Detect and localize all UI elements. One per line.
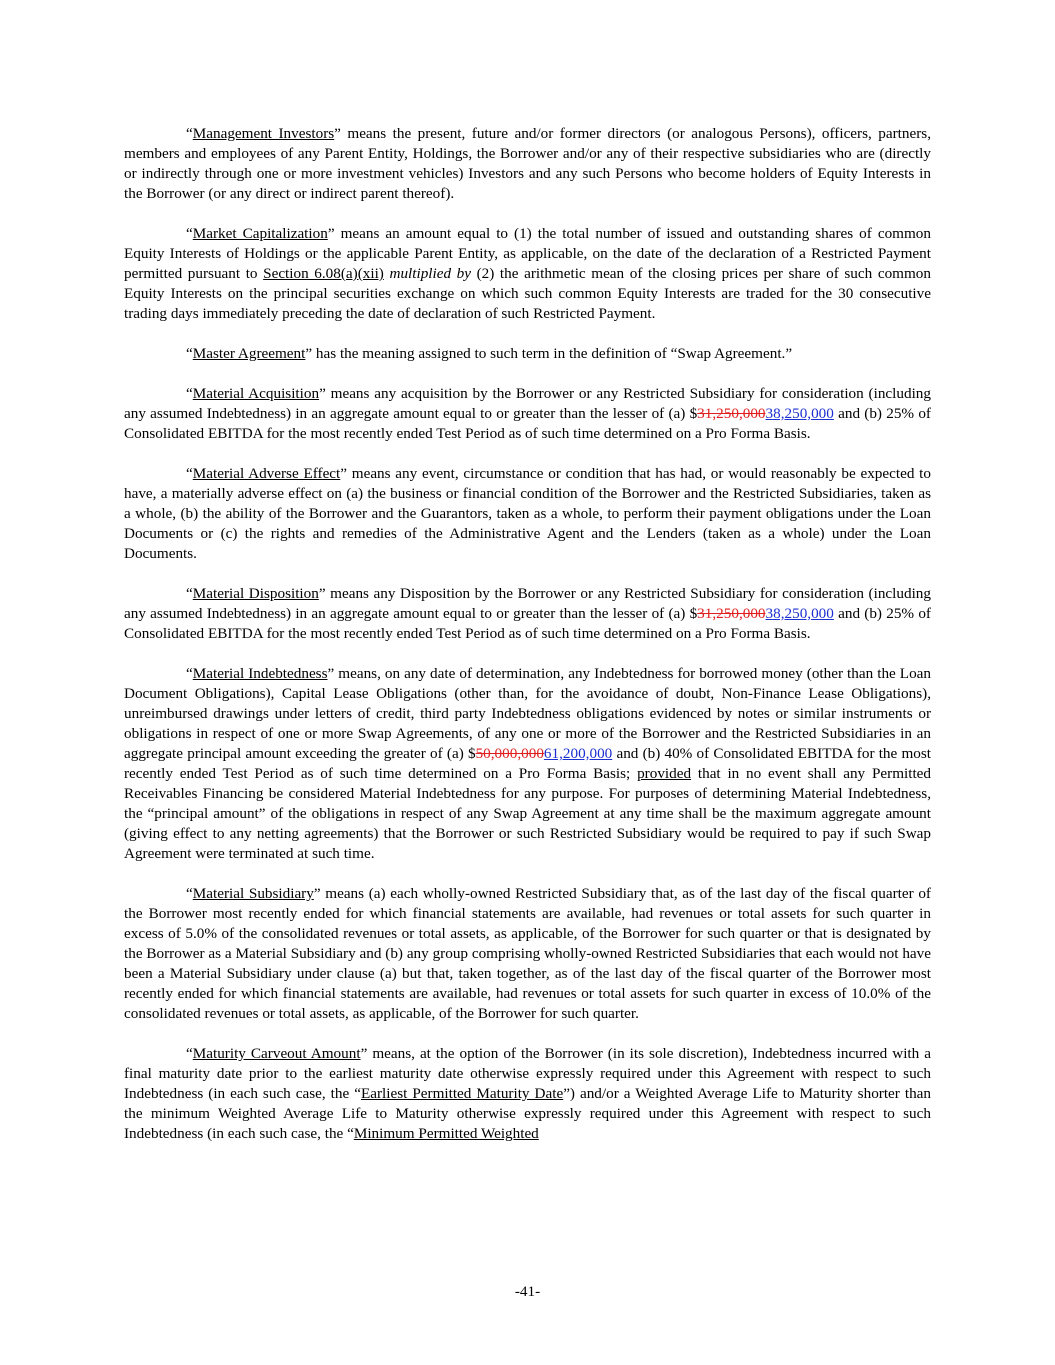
definition-material-adverse-effect: “Material Adverse Effect” means any event, circumstance or condition that has had, or would reasonably be expected to have, a materially adverse effect on (a) the business or financial condition of the Borrower and the Restricted Subsidiaries, taken as a whole, (b) the ability of the Borrower and the Guarantors, taken as a whole, to perform their payment obligations under the Loan Documents or (c) the rights and remedies of the Administrative Agent and the Lenders (taken as a whole) under the Loan Documents. <box>124 465 931 562</box>
definition-market-capitalization: “Market Capitalization” means an amount equal to (1) the total number of issued and outstanding shares of common Equity Interests of Holdings or the applicable Parent Entity, as applicable, on the date of the declaration of a Restricted Payment permitted pursuant to Section 6.08(a)(xii) multiplied by (2) the arithmetic mean of the closing prices per share of such common Equity Interests on the principal securities exchange on which such common Equity Interests are traded for the 30 consecutive trading days immediately preceding the date of declaration of such Restricted Payment. <box>124 225 931 322</box>
defined-term: Material Subsidiary <box>192 885 314 902</box>
deleted-amount: 50,000,000 <box>475 745 544 762</box>
definition-master-agreement: “Master Agreement” has the meaning assigned to such term in the definition of “Swap Agreement.” <box>186 345 793 362</box>
definition-material-disposition: “Material Disposition” means any Disposition by the Borrower or any Restricted Subsidiary for consideration (including any assumed Indebtedness) in an aggregate amount equal to or greater than the lesser of (a) $31,250,00038,250,000 and (b) 25% of Consolidated EBITDA for the most recently ended Test Period as of such time determined on a Pro Forma Basis. <box>124 585 931 642</box>
defined-term: Maturity Carveout Amount <box>192 1045 361 1062</box>
italic-phrase: multiplied by <box>389 265 472 282</box>
defined-term: Master Agreement <box>192 345 306 362</box>
defined-term: Market Capitalization <box>192 225 328 242</box>
document-page <box>124 124 931 1144</box>
defined-term: Material Acquisition <box>192 385 320 402</box>
definition-material-acquisition: “Material Acquisition” means any acquisition by the Borrower or any Restricted Subsidiary for consideration (including any assumed Indebtedness) in an aggregate amount equal to or greater than the lesser of (a) $31,250,00038,250,000 and (b) 25% of Consolidated EBITDA for the most recently ended Test Period as of such time determined on a Pro Forma Basis. <box>124 385 931 442</box>
defined-term: Minimum Permitted Weighted <box>353 1125 539 1142</box>
definition-material-indebtedness: “Material Indebtedness” means, on any date of determination, any Indebtedness for borrowed money (other than the Loan Document Obligations), Capital Lease Obligations (other than, for the avoidance of doubt, Non-Finance Lease Obligations), unreimbursed drawings under letters of credit, third party Indebtedness obligations evidenced by notes or similar instruments or obligations in respect of one or more Swap Agreements, of any one or more of the Borrower and the Restricted Subsidiaries in an aggregate principal amount exceeding the greater of (a) $50,000,00061,200,000 and (b) 40% of Consolidated EBITDA for the most recently ended Test Period as of such time determined on a Pro Forma Basis; provided that in no event shall any Permitted Receivables Financing be considered Material Indebtedness for any purpose. For purposes of determining Material Indebtedness, the “principal amount” of the obligations in respect of any Swap Agreement at any time shall be the maximum aggregate amount (giving effect to any netting agreements) that the Borrower or such Restricted Subsidiary would be required to pay if such Swap Agreement were terminated at such time. <box>124 665 932 862</box>
provided-keyword: provided <box>637 765 692 782</box>
section-reference: Section 6.08(a)(xii) <box>263 265 384 282</box>
defined-term: Material Adverse Effect <box>192 465 341 482</box>
definition-maturity-carveout-amount: “Maturity Carveout Amount” means, at the option of the Borrower (in its sole discretion), Indebtedness incurred with a final maturity date prior to the earliest maturity date otherwise expressly required under this Agreement with respect to such Indebtedness (in each such case, the “Earliest Permitted Maturity Date”) and/or a Weighted Average Life to Maturity shorter than the minimum Weighted Average Life to Maturity otherwise expressly required under this Agreement with respect to such Indebtedness (in each such case, the “Minimum Permitted Weighted <box>124 1045 931 1142</box>
page-number: -41- <box>514 1283 541 1300</box>
defined-term: Earliest Permitted Maturity Date <box>360 1085 564 1102</box>
inserted-amount: 61,200,000 <box>543 745 613 762</box>
defined-term: Material Indebtedness <box>192 665 328 682</box>
definition-management-investors: “Management Investors” means the present, future and/or former directors (or analogous Persons), officers, partners, members and employees of any Parent Entity, Holdings, the Borrower and/or any of their respective subsidiaries who are (directly or indirectly through one or more investment vehicles) Investors and any such Persons who become holders of Equity Interests in the Borrower (or any direct or indirect parent thereof). <box>124 125 931 202</box>
inserted-amount: 38,250,000 <box>765 605 834 622</box>
defined-term: Management Investors <box>192 125 335 142</box>
deleted-amount: 31,250,000 <box>697 605 766 622</box>
deleted-amount: 31,250,000 <box>697 405 766 422</box>
inserted-amount: 38,250,000 <box>765 405 834 422</box>
defined-term: Material Disposition <box>192 585 319 602</box>
definition-material-subsidiary: “Material Subsidiary” means (a) each wholly-owned Restricted Subsidiary that, as of the last day of the fiscal quarter of the Borrower most recently ended for which financial statements are available, had revenues or total assets for such quarter in excess of 5.0% of the consolidated revenues or total assets, as applicable, of the Borrower for such quarter or that is designated by the Borrower as a Material Subsidiary and (b) any group comprising wholly-owned Restricted Subsidiaries that each would not have been a Material Subsidiary under clause (a) but that, taken together, as of the last day of the fiscal quarter of the Borrower most recently ended for which financial statements are available, had revenues or total assets for such quarter in excess of 10.0% of the consolidated revenues or total assets, as applicable, of the Borrower for such quarter. <box>124 885 931 1022</box>
